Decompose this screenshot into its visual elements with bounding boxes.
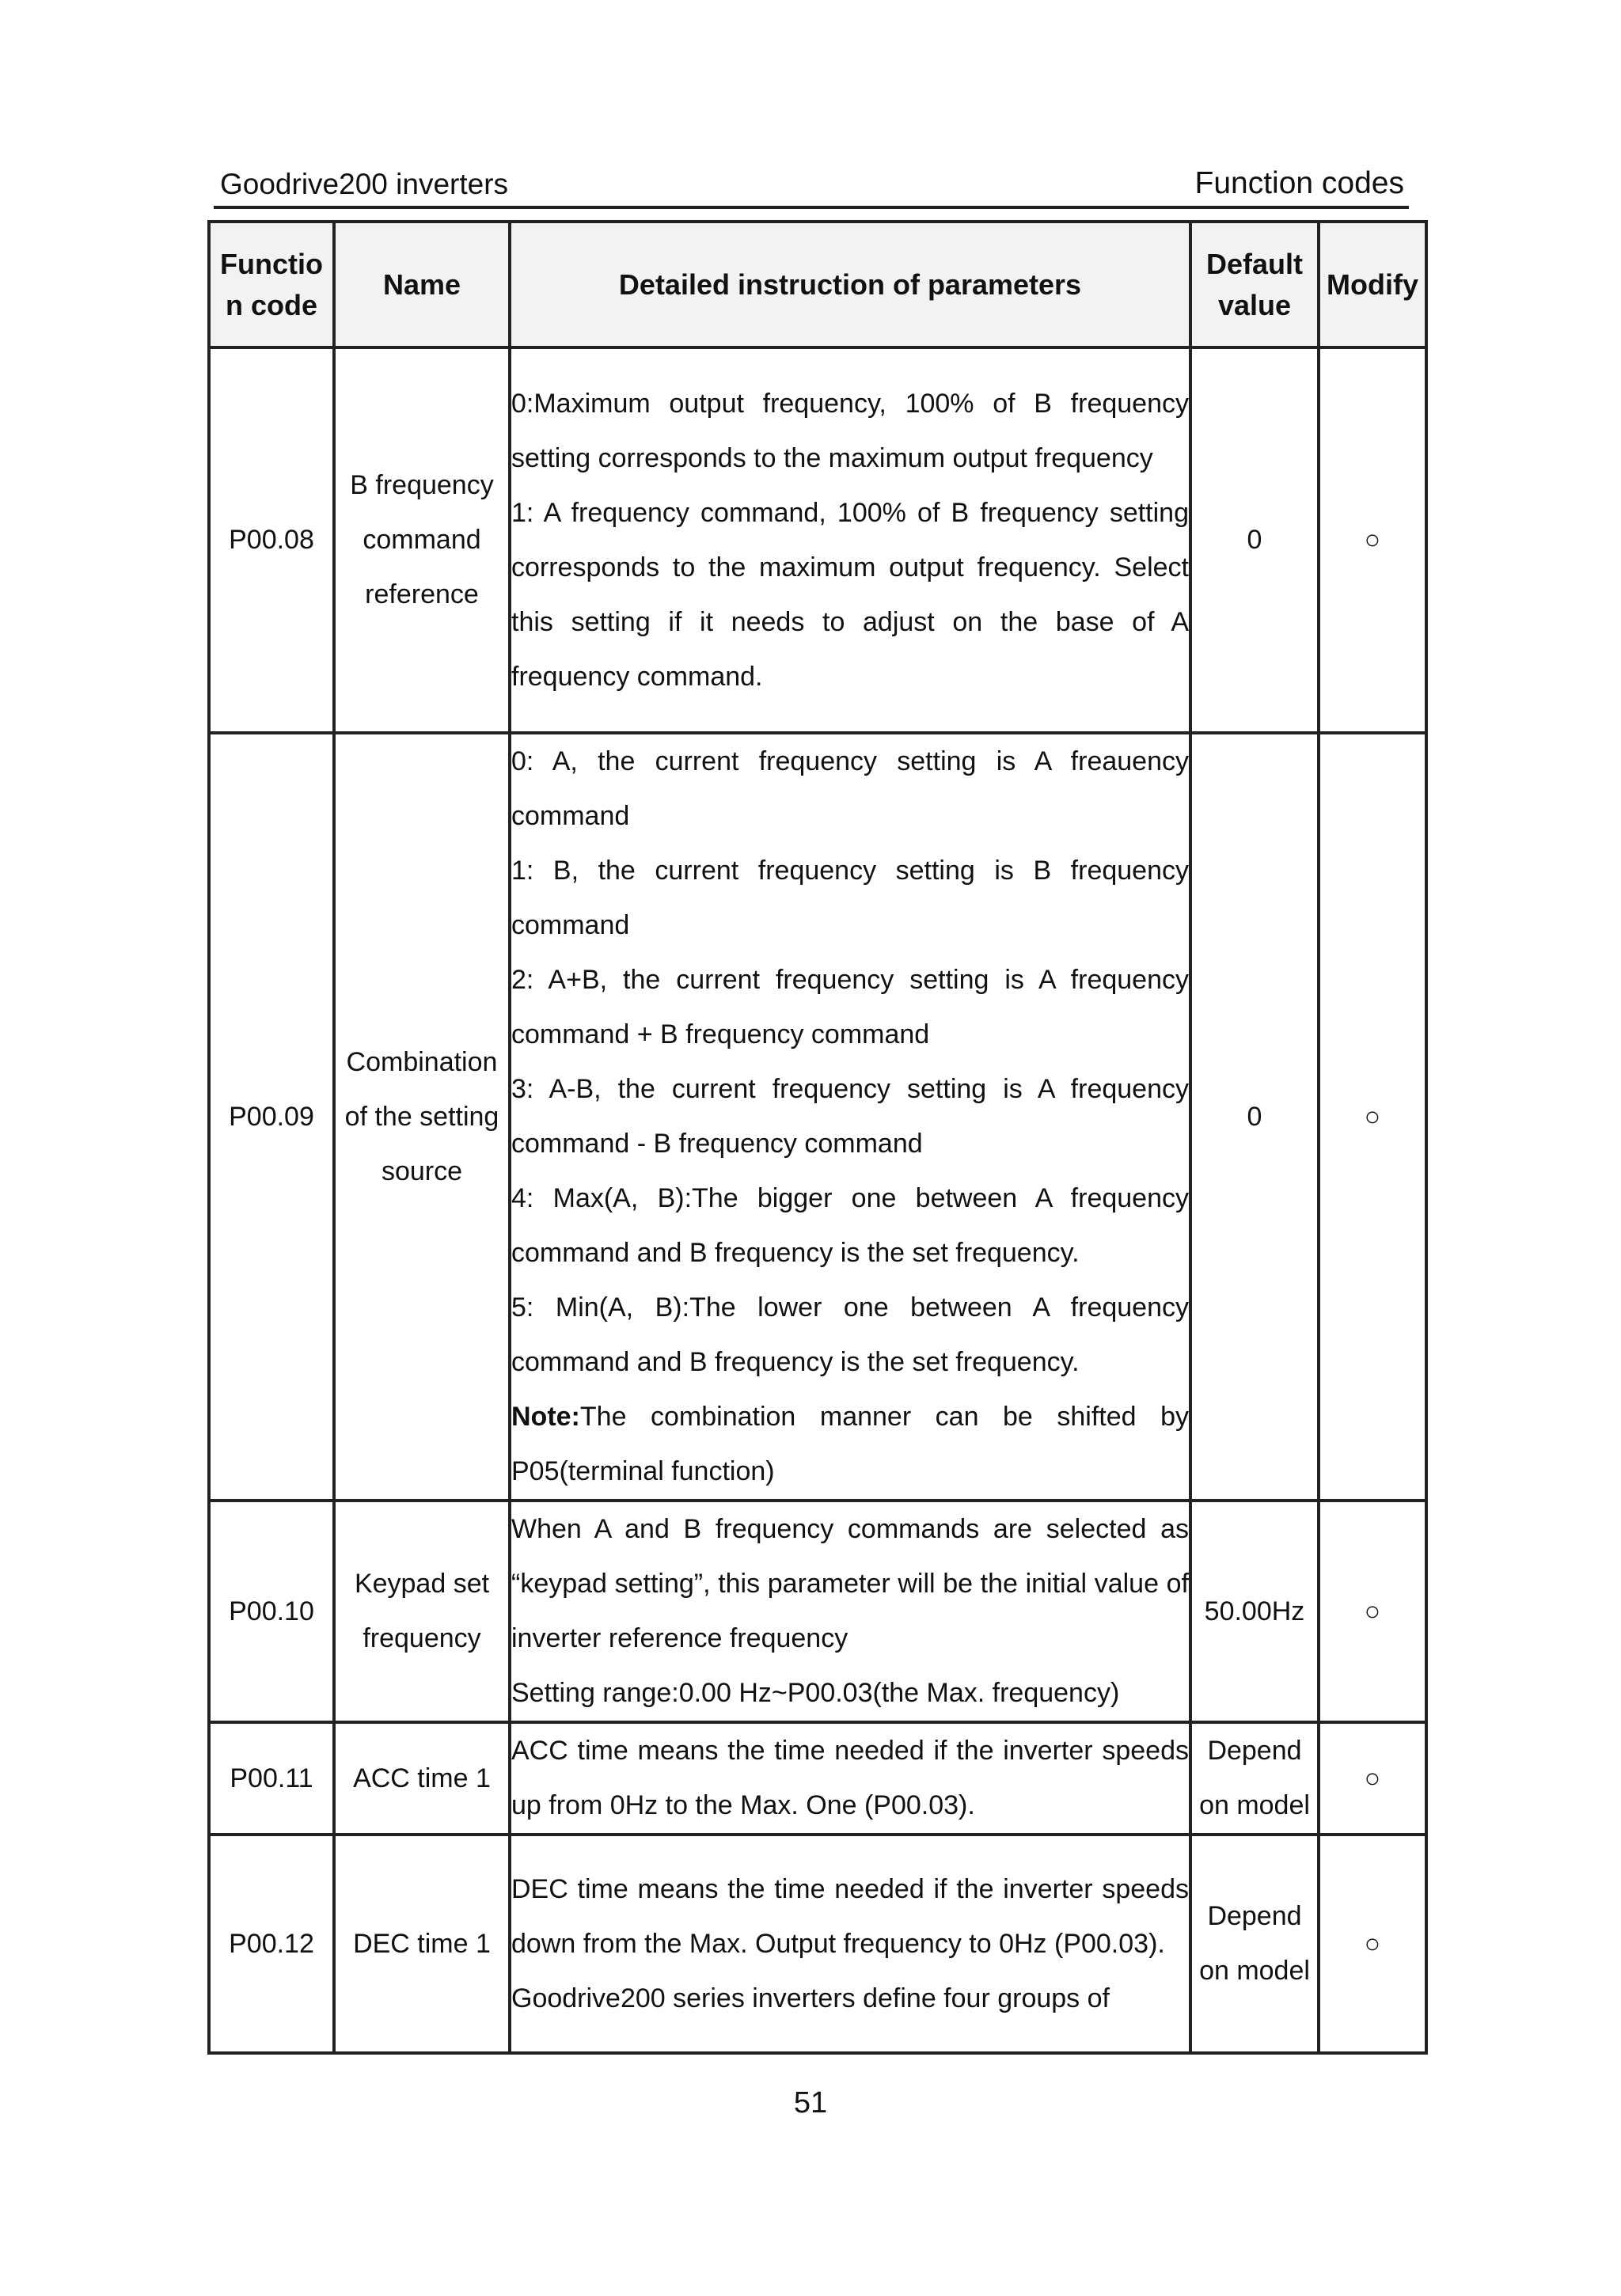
detail-line: 1: A frequency command, 100% of B frequency setting corresponds to the maximum output frequency. Select this setting if it needs to adjust on the base of A frequency command.	[511, 497, 1189, 692]
modify-indicator	[1319, 733, 1426, 1501]
circle-icon: ○	[1364, 1763, 1381, 1793]
parameter-name: B frequency command reference	[334, 347, 510, 733]
detail-line: 0: A, the current frequency setting is A freauency command	[511, 746, 1189, 831]
table-header-row	[209, 222, 1426, 347]
col-header-name: Name	[334, 222, 510, 347]
default-value: Depend on model	[1190, 1722, 1319, 1835]
function-code: P00.10	[209, 1501, 334, 1722]
modify-indicator	[1319, 1835, 1426, 2053]
parameter-table	[207, 220, 1428, 2055]
detail-line: 4: Max(A, B):The bigger one between A frequency command and B frequency is the set frequency.	[511, 1183, 1189, 1268]
note-text: The combination manner can be shifted by P05(terminal function)	[511, 1402, 1189, 1486]
note-label: Note:	[511, 1402, 580, 1432]
col-header-modify: Modify	[1319, 222, 1426, 347]
function-code: P00.11	[209, 1722, 334, 1835]
function-code: P00.08	[209, 347, 334, 733]
col-header-code: Functio n code	[209, 222, 334, 347]
detail-line: Goodrive200 series inverters define four groups of	[511, 1983, 1110, 2013]
default-value: 0	[1190, 347, 1319, 733]
table-row	[209, 1835, 1426, 2053]
circle-icon: ○	[1364, 1101, 1381, 1132]
default-value: 50.00Hz	[1190, 1501, 1319, 1722]
detail-line: 2: A+B, the current frequency setting is A frequency command + B frequency command	[511, 965, 1189, 1049]
detail-line: 1: B, the current frequency setting is B frequency command	[511, 856, 1189, 940]
function-code: P00.12	[209, 1835, 334, 2053]
circle-icon: ○	[1364, 1928, 1381, 1959]
circle-icon: ○	[1364, 1596, 1381, 1626]
header-product: Goodrive200 inverters	[220, 168, 509, 200]
circle-icon: ○	[1364, 525, 1381, 555]
page-header	[214, 163, 1409, 209]
detail-line: 3: A-B, the current frequency setting is A frequency command - B frequency command	[511, 1074, 1189, 1159]
parameter-detail	[510, 1722, 1190, 1835]
table-row	[209, 347, 1426, 733]
detail-line: 5: Min(A, B):The lower one between A frequency command and B frequency is the set frequency.	[511, 1292, 1189, 1377]
detail-line: When A and B frequency commands are selected as “keypad setting”, this parameter will be the initial value of inverter reference frequency	[511, 1514, 1189, 1653]
function-code: P00.09	[209, 733, 334, 1501]
modify-indicator	[1319, 1501, 1426, 1722]
modify-indicator	[1319, 347, 1426, 733]
header-section: Function codes	[1194, 166, 1404, 200]
col-header-detail: Detailed instruction of parameters	[510, 222, 1190, 347]
default-value: 0	[1190, 733, 1319, 1501]
default-value: Depend on model	[1190, 1835, 1319, 2053]
parameter-name: Combination of the setting source	[334, 733, 510, 1501]
parameter-detail	[510, 1835, 1190, 2053]
parameter-detail	[510, 733, 1190, 1501]
table-row	[209, 1501, 1426, 1722]
parameter-name: DEC time 1	[334, 1835, 510, 2053]
parameter-detail	[510, 347, 1190, 733]
page-number: 51	[793, 2086, 828, 2120]
parameter-name: ACC time 1	[334, 1722, 510, 1835]
col-header-default: Default value	[1190, 222, 1319, 347]
parameter-detail	[510, 1501, 1190, 1722]
detail-note	[511, 1390, 1189, 1499]
modify-indicator	[1319, 1722, 1426, 1835]
table-row	[209, 1722, 1426, 1835]
detail-line: ACC time means the time needed if the inverter speeds up from 0Hz to the Max. One (P00.03).	[511, 1736, 1189, 1820]
detail-line: DEC time means the time needed if the inverter speeds down from the Max. Output frequency to 0Hz (P00.03).	[511, 1873, 1189, 1959]
table-row	[209, 733, 1426, 1501]
parameter-name: Keypad set frequency	[334, 1501, 510, 1722]
detail-line: 0:Maximum output frequency, 100% of B frequency setting corresponds to the maximum output frequency	[511, 388, 1189, 473]
detail-line: Setting range:0.00 Hz~P00.03(the Max. frequency)	[511, 1678, 1120, 1708]
